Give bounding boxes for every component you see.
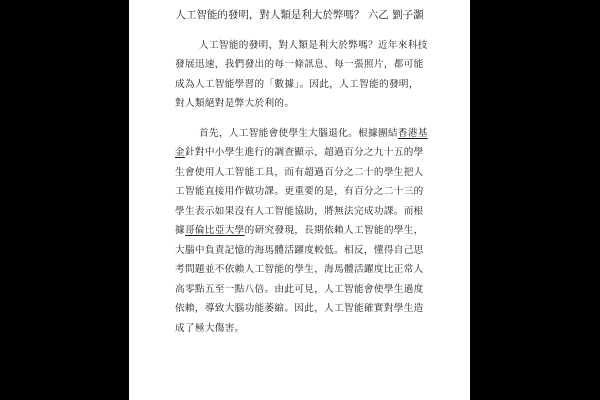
text-segment: 的研究發現，長期依賴人工智能的學生， [244, 225, 424, 236]
text-segment: 首先，人工智能會使學生大腦退化。根據團結 [199, 128, 398, 139]
text-line [175, 186, 424, 198]
text-segment: 工智能直接用作做功課。更重要的是，有百分之二十三的 [175, 186, 424, 197]
underlined-term: 哥倫比亞大學 [184, 225, 245, 236]
text-line [175, 206, 424, 218]
text-segment: 對人類絕對是弊大於利的。 [175, 98, 295, 109]
text-segment: 考問題並不依賴人工智能的學生，海馬體活躍度比正常人 [175, 264, 424, 275]
text-segment: 生會使用人工智能工具，而有超過百分之二十的學生把人 [175, 167, 424, 178]
text-segment: 學生表示如果沒有人工智能協助，將無法完成功課。而根 [175, 206, 424, 217]
document-page [129, 0, 470, 400]
text-line [175, 98, 294, 110]
text-segment: 成了極大傷害。 [175, 323, 245, 334]
text-segment: 高零點五至一點八倍。由此可見，人工智能會使學生過度 [175, 284, 424, 295]
text-segment: 針對中小學生進行的調查顯示，超過百分之九十五的學 [184, 147, 424, 158]
text-line [175, 323, 245, 335]
underlined-term: 金 [175, 147, 185, 158]
text-segment: 依賴，導致大腦功能萎縮。因此，人工智能確實對學生造 [175, 303, 424, 314]
text-segment: 發展迅速，我們發出的每一條訊息、每一張照片，都可能 [175, 59, 424, 70]
text-line [175, 59, 424, 71]
text-line [175, 225, 424, 237]
text-segment: 大腦中負責記憶的海馬體活躍度較低。相反，懂得自己思 [175, 245, 424, 256]
text-segment: 據 [175, 225, 185, 236]
underlined-term: 香港基 [397, 128, 428, 139]
text-segment: 成為人工智能學習的「數據」。因此，人工智能的發明， [175, 79, 419, 90]
document-title: 人工智能的發明，對人類是利大於弊嗎？ 六乙 劉子灝 [175, 9, 424, 21]
text-line [175, 245, 424, 257]
text-line [175, 79, 419, 91]
text-line [175, 284, 424, 296]
text-line [199, 128, 428, 140]
text-line [199, 40, 428, 52]
text-line [175, 167, 424, 179]
text-line [175, 303, 424, 315]
text-line [175, 264, 424, 276]
text-segment: 人工智能的發明，對人類是利大於弊嗎？近年來科技 [199, 40, 428, 51]
text-line [175, 147, 424, 159]
